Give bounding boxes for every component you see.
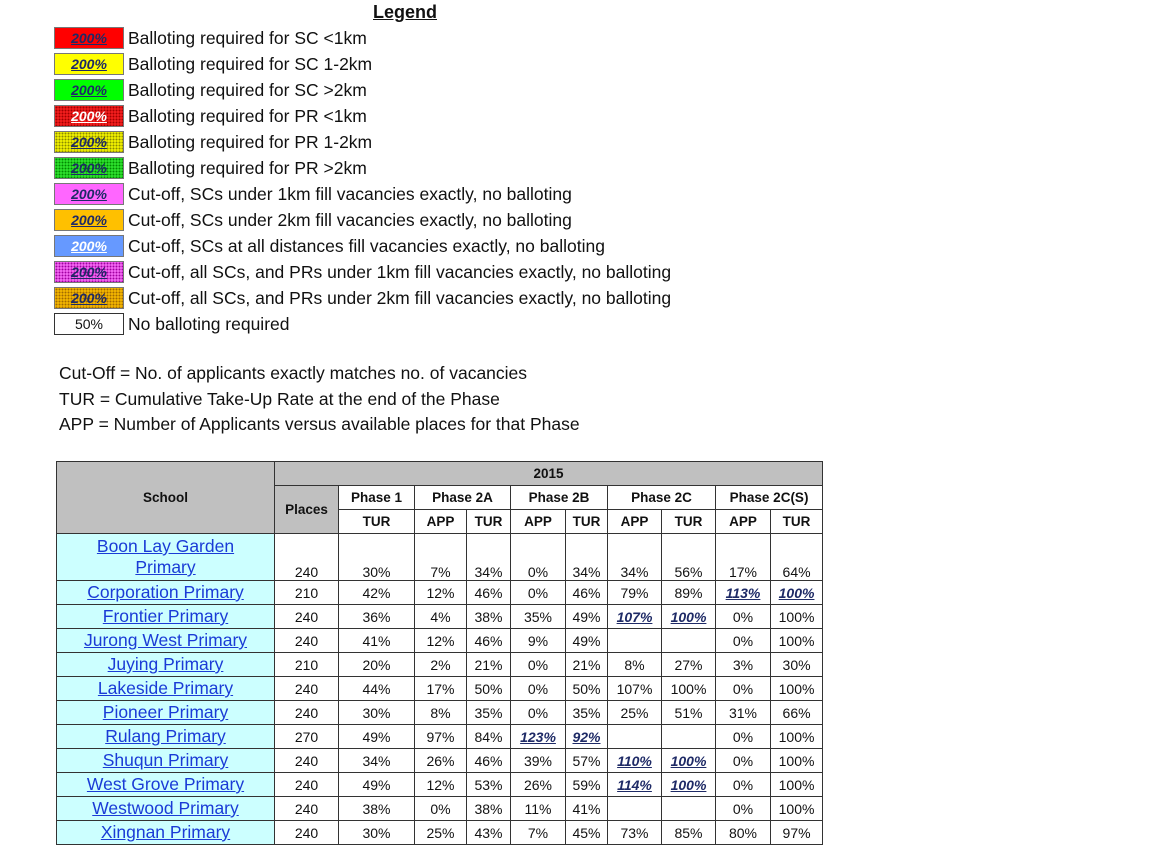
school-link[interactable]: Westwood Primary (92, 798, 239, 818)
definition-tur: TUR = Cumulative Take-Up Rate at the end of the Phase (59, 388, 500, 409)
value-cell: 25% (608, 701, 662, 725)
value-cell: 114% (608, 773, 662, 797)
legend-swatch: 200% (54, 157, 124, 179)
legend-text: Balloting required for SC <1km (128, 28, 367, 48)
value-cell: 0% (511, 534, 566, 581)
table-row (57, 725, 823, 749)
table-row (57, 581, 823, 605)
value-cell: 100% (662, 749, 716, 773)
value-cell: 34% (467, 534, 511, 581)
school-link[interactable]: Shuqun Primary (102, 750, 229, 770)
value-cell: 12% (415, 773, 467, 797)
value-cell: 38% (467, 797, 511, 821)
value-cell: 46% (467, 581, 511, 605)
legend-text: Cut-off, all SCs, and PRs under 2km fill vacancies exactly, no balloting (128, 288, 672, 308)
legend-swatch: 50% (54, 313, 124, 335)
school-link[interactable]: Primary (135, 557, 196, 577)
legend-text: No balloting required (128, 314, 290, 334)
value-cell: 26% (511, 773, 566, 797)
legend-text: Cut-off, SCs under 2km fill vacancies exactly, no balloting (128, 210, 572, 230)
value-cell: 240 (275, 821, 339, 845)
ballot-table (56, 461, 823, 845)
value-cell: 8% (415, 701, 467, 725)
value-cell: 4% (415, 605, 467, 629)
definition-cutoff: Cut-Off = No. of applicants exactly matches no. of vacancies (59, 363, 528, 383)
header-phase: Phase 2C (608, 486, 716, 510)
value-cell: 46% (467, 749, 511, 773)
header-year: 2015 (275, 462, 823, 486)
value-cell: 17% (415, 677, 467, 701)
value-cell: 12% (415, 629, 467, 653)
value-cell: 49% (566, 629, 608, 653)
legend-text: Balloting required for PR <1km (128, 106, 367, 126)
value-cell: 49% (339, 725, 415, 749)
school-link[interactable]: Lakeside Primary (97, 678, 234, 698)
header-phase: Phase 2A (415, 486, 511, 510)
value-cell: 46% (566, 581, 608, 605)
value-cell: 34% (566, 534, 608, 581)
header-tur: TUR (771, 510, 823, 534)
value-cell: 100% (771, 725, 823, 749)
school-link[interactable]: Xingnan Primary (100, 822, 231, 842)
school-link[interactable]: Juying Primary (107, 654, 224, 674)
value-cell: 3% (716, 653, 771, 677)
value-cell: 26% (415, 749, 467, 773)
value-cell: 36% (339, 605, 415, 629)
header-phase: Phase 1 (339, 486, 415, 510)
value-cell: 17% (716, 534, 771, 581)
value-cell: 100% (771, 773, 823, 797)
legend-swatch: 200% (54, 261, 124, 283)
value-cell: 113% (716, 581, 771, 605)
table-row (57, 534, 823, 581)
school-cell (57, 773, 275, 797)
value-cell: 8% (608, 653, 662, 677)
value-cell: 270 (275, 725, 339, 749)
value-cell: 27% (662, 653, 716, 677)
value-cell: 35% (511, 605, 566, 629)
school-link[interactable]: Corporation Primary (87, 582, 244, 602)
value-cell: 100% (662, 725, 716, 749)
value-cell: 9% (511, 629, 566, 653)
value-cell: 240 (275, 534, 339, 581)
legend-text: Balloting required for PR 1-2km (128, 132, 373, 152)
value-cell: 53% (467, 773, 511, 797)
value-cell: 30% (339, 701, 415, 725)
legend-title: Legend (373, 2, 438, 22)
value-cell: 45% (566, 821, 608, 845)
value-cell: 0% (511, 701, 566, 725)
table-row (57, 701, 823, 725)
value-cell: 30% (771, 653, 823, 677)
table-row (57, 629, 823, 653)
table-row (57, 797, 823, 821)
value-cell: 210 (275, 581, 339, 605)
school-cell (57, 797, 275, 821)
value-cell: 107% (608, 677, 662, 701)
school-link[interactable]: Rulang Primary (105, 726, 226, 746)
value-cell: 80% (716, 821, 771, 845)
value-cell: 0% (511, 677, 566, 701)
value-cell: 240 (275, 773, 339, 797)
legend-swatch: 200% (54, 183, 124, 205)
value-cell: 39% (511, 749, 566, 773)
value-cell: 0% (511, 581, 566, 605)
value-cell: 100% (771, 629, 823, 653)
school-cell (57, 581, 275, 605)
value-cell: 210 (275, 653, 339, 677)
value-cell: 41% (339, 629, 415, 653)
school-cell (57, 677, 275, 701)
table-row (57, 653, 823, 677)
school-cell (57, 725, 275, 749)
legend-swatch: 200% (54, 53, 124, 75)
header-app: APP (716, 510, 771, 534)
value-cell: 34% (608, 534, 662, 581)
value-cell: 89% (662, 581, 716, 605)
value-cell: 100% (771, 605, 823, 629)
value-cell: 25% (415, 821, 467, 845)
school-cell (57, 534, 275, 581)
header-tur: TUR (662, 510, 716, 534)
header-phase: Phase 2B (511, 486, 608, 510)
header-school: School (57, 462, 275, 534)
value-cell: 0% (716, 629, 771, 653)
school-link[interactable]: Frontier Primary (102, 606, 229, 626)
value-cell: 59% (566, 773, 608, 797)
value-cell: 97% (771, 821, 823, 845)
value-cell: 57% (566, 749, 608, 773)
value-cell: 84% (467, 725, 511, 749)
value-cell: 240 (275, 629, 339, 653)
value-cell: 85% (662, 821, 716, 845)
value-cell: 35% (566, 701, 608, 725)
value-cell: 34% (339, 749, 415, 773)
value-cell: 38% (467, 605, 511, 629)
value-cell: 50% (566, 677, 608, 701)
header-app: APP (608, 510, 662, 534)
value-cell: 100% (662, 797, 716, 821)
legend-swatch: 200% (54, 27, 124, 49)
value-cell: 100% (771, 797, 823, 821)
value-cell: 31% (716, 701, 771, 725)
school-cell (57, 749, 275, 773)
value-cell: 100% (662, 605, 716, 629)
table-row (57, 605, 823, 629)
value-cell: 123% (511, 725, 566, 749)
legend-text: Balloting required for PR >2km (128, 158, 367, 178)
header-app: APP (415, 510, 467, 534)
value-cell: 49% (339, 773, 415, 797)
legend-swatch: 200% (54, 287, 124, 309)
value-cell: 2% (415, 653, 467, 677)
table-row (57, 677, 823, 701)
value-cell: 240 (275, 605, 339, 629)
legend-text: Cut-off, SCs at all distances fill vacancies exactly, no balloting (128, 236, 605, 256)
school-link[interactable]: Jurong West Primary (83, 630, 248, 650)
legend-text: Cut-off, all SCs, and PRs under 1km fill vacancies exactly, no balloting (128, 262, 672, 282)
legend-swatch: 200% (54, 131, 124, 153)
value-cell: 12% (415, 581, 467, 605)
value-cell: 38% (339, 797, 415, 821)
value-cell: 100% (771, 581, 823, 605)
value-cell: 7% (511, 821, 566, 845)
value-cell: 240 (275, 797, 339, 821)
value-cell: 100% (662, 677, 716, 701)
legend-text: Cut-off, SCs under 1km fill vacancies exactly, no balloting (128, 184, 572, 204)
header-app: APP (511, 510, 566, 534)
value-cell: 0% (716, 749, 771, 773)
value-cell: 49% (566, 605, 608, 629)
value-cell: 51% (662, 701, 716, 725)
table-row (57, 749, 823, 773)
value-cell: 41% (566, 797, 608, 821)
header-places: Places (275, 486, 339, 534)
value-cell: 120% (608, 797, 662, 821)
header-phase: Phase 2C(S) (716, 486, 823, 510)
value-cell: 44% (339, 677, 415, 701)
value-cell: 0% (511, 653, 566, 677)
value-cell: 0% (716, 605, 771, 629)
school-cell (57, 605, 275, 629)
value-cell: 118% (608, 629, 662, 653)
value-cell: 110% (608, 749, 662, 773)
value-cell: 100% (662, 773, 716, 797)
value-cell: 30% (339, 821, 415, 845)
value-cell: 100% (662, 629, 716, 653)
value-cell: 100% (771, 677, 823, 701)
value-cell: 0% (716, 797, 771, 821)
value-cell: 0% (415, 797, 467, 821)
legend-text: Balloting required for SC 1-2km (128, 54, 373, 74)
value-cell: 46% (467, 629, 511, 653)
value-cell: 42% (339, 581, 415, 605)
school-cell (57, 653, 275, 677)
value-cell: 64% (771, 534, 823, 581)
value-cell: 21% (566, 653, 608, 677)
value-cell: 0% (716, 677, 771, 701)
value-cell: 92% (566, 725, 608, 749)
value-cell: 240 (275, 749, 339, 773)
value-cell: 50% (467, 677, 511, 701)
header-tur: TUR (467, 510, 511, 534)
legend-swatch: 200% (54, 209, 124, 231)
value-cell: 0% (716, 725, 771, 749)
school-cell (57, 821, 275, 845)
value-cell: 20% (339, 653, 415, 677)
value-cell: 30% (339, 534, 415, 581)
school-link[interactable]: Pioneer Primary (102, 702, 229, 722)
table-row (57, 821, 823, 845)
table-body (57, 534, 823, 845)
header-tur: TUR (566, 510, 608, 534)
value-cell: 100% (771, 749, 823, 773)
value-cell: 7% (415, 534, 467, 581)
definitions (59, 361, 580, 438)
value-cell: 107% (608, 605, 662, 629)
value-cell: 43% (467, 821, 511, 845)
legend-text: Balloting required for SC >2km (128, 80, 367, 100)
value-cell: 73% (608, 821, 662, 845)
school-cell (57, 701, 275, 725)
legend-swatch: 200% (54, 79, 124, 101)
value-cell: 257% (608, 725, 662, 749)
school-cell (57, 629, 275, 653)
value-cell: 0% (716, 773, 771, 797)
value-cell: 79% (608, 581, 662, 605)
value-cell: 97% (415, 725, 467, 749)
legend-swatch: 200% (54, 235, 124, 257)
school-link[interactable]: West Grove Primary (86, 774, 245, 794)
value-cell: 35% (467, 701, 511, 725)
value-cell: 66% (771, 701, 823, 725)
value-cell: 240 (275, 677, 339, 701)
definition-app: APP = Number of Applicants versus available places for that Phase (59, 414, 580, 434)
legend-swatch: 200% (54, 105, 124, 127)
table-row (57, 773, 823, 797)
header-tur: TUR (339, 510, 415, 534)
school-link[interactable]: Boon Lay Garden (96, 536, 235, 556)
value-cell: 240 (275, 701, 339, 725)
value-cell: 11% (511, 797, 566, 821)
value-cell: 21% (467, 653, 511, 677)
value-cell: 56% (662, 534, 716, 581)
